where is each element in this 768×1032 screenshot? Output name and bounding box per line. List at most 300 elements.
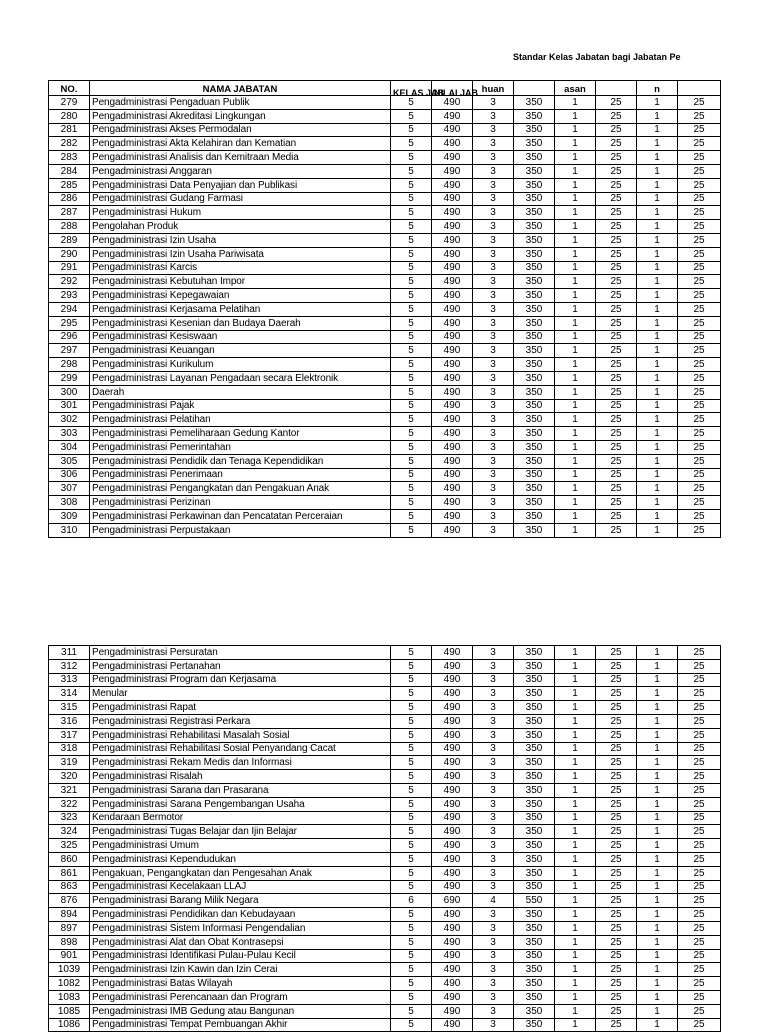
value-cell: 25 — [678, 399, 721, 413]
job-title: Pengadministrasi Pajak — [90, 399, 391, 413]
value-cell: 350 — [514, 275, 555, 289]
row-number: 294 — [49, 302, 90, 316]
job-title: Pengadministrasi Rekam Medis dan Informasi — [90, 756, 391, 770]
value-cell: 25 — [596, 399, 637, 413]
value-cell: 350 — [514, 701, 555, 715]
value-cell: 350 — [514, 178, 555, 192]
row-number: 284 — [49, 164, 90, 178]
value-cell: 5 — [391, 921, 432, 935]
value-cell: 25 — [678, 440, 721, 454]
value-cell: 690 — [432, 894, 473, 908]
value-cell: 25 — [678, 482, 721, 496]
header-blank-2 — [596, 81, 637, 96]
job-title: Pengadministrasi Analisis dan Kemitraan Media — [90, 151, 391, 165]
value-cell: 25 — [596, 151, 637, 165]
value-cell: 350 — [514, 454, 555, 468]
value-cell: 490 — [432, 646, 473, 660]
value-cell: 1 — [555, 687, 596, 701]
value-cell: 490 — [432, 977, 473, 991]
table-row — [49, 206, 721, 220]
value-cell: 490 — [432, 151, 473, 165]
value-cell: 5 — [391, 701, 432, 715]
table-row — [49, 371, 721, 385]
value-cell: 350 — [514, 192, 555, 206]
table-row — [49, 468, 721, 482]
value-cell: 3 — [473, 427, 514, 441]
value-cell: 25 — [596, 137, 637, 151]
value-cell: 5 — [391, 247, 432, 261]
value-cell: 25 — [596, 220, 637, 234]
value-cell: 5 — [391, 935, 432, 949]
value-cell: 350 — [514, 1004, 555, 1018]
value-cell: 1 — [555, 289, 596, 303]
value-cell: 25 — [678, 811, 721, 825]
value-cell: 5 — [391, 963, 432, 977]
value-cell: 5 — [391, 427, 432, 441]
value-cell: 3 — [473, 233, 514, 247]
value-cell: 25 — [596, 413, 637, 427]
value-cell: 490 — [432, 659, 473, 673]
value-cell: 350 — [514, 921, 555, 935]
job-title: Pengadministrasi Tugas Belajar dan Ijin Belajar — [90, 825, 391, 839]
value-cell: 490 — [432, 192, 473, 206]
row-number: 285 — [49, 178, 90, 192]
row-number: 297 — [49, 344, 90, 358]
row-number: 280 — [49, 109, 90, 123]
value-cell: 5 — [391, 178, 432, 192]
job-title: Pengadministrasi Risalah — [90, 770, 391, 784]
value-cell: 25 — [596, 482, 637, 496]
row-number: 901 — [49, 949, 90, 963]
value-cell: 350 — [514, 220, 555, 234]
table-header-row — [49, 81, 721, 96]
row-number: 898 — [49, 935, 90, 949]
value-cell: 1 — [637, 385, 678, 399]
row-number: 300 — [49, 385, 90, 399]
value-cell: 490 — [432, 714, 473, 728]
value-cell: 350 — [514, 728, 555, 742]
job-title: Pengadministrasi Izin Usaha Pariwisata — [90, 247, 391, 261]
row-number: 301 — [49, 399, 90, 413]
value-cell: 5 — [391, 344, 432, 358]
value-cell: 1 — [637, 399, 678, 413]
value-cell: 3 — [473, 1018, 514, 1032]
value-cell: 25 — [596, 880, 637, 894]
value-cell: 350 — [514, 468, 555, 482]
value-cell: 490 — [432, 825, 473, 839]
value-cell: 1 — [637, 770, 678, 784]
value-cell: 25 — [596, 233, 637, 247]
row-number: 296 — [49, 330, 90, 344]
value-cell: 25 — [596, 247, 637, 261]
value-cell: 1 — [637, 523, 678, 537]
job-title: Pengadministrasi IMB Gedung atau Bangunan — [90, 1004, 391, 1018]
value-cell: 1 — [555, 866, 596, 880]
job-title: Pengadministrasi Perkawinan dan Pencatatan Perceraian — [90, 509, 391, 523]
value-cell: 3 — [473, 178, 514, 192]
value-cell: 25 — [678, 742, 721, 756]
value-cell: 490 — [432, 440, 473, 454]
value-cell: 1 — [637, 825, 678, 839]
value-cell: 1 — [555, 151, 596, 165]
value-cell: 3 — [473, 797, 514, 811]
value-cell: 5 — [391, 797, 432, 811]
value-cell: 25 — [678, 1004, 721, 1018]
value-cell: 5 — [391, 454, 432, 468]
value-cell: 3 — [473, 413, 514, 427]
job-title: Pengadministrasi Hukum — [90, 206, 391, 220]
value-cell: 490 — [432, 963, 473, 977]
job-class-table-1 — [48, 80, 721, 538]
table-row — [49, 811, 721, 825]
value-cell: 350 — [514, 825, 555, 839]
value-cell: 3 — [473, 963, 514, 977]
value-cell: 350 — [514, 756, 555, 770]
value-cell: 1 — [637, 330, 678, 344]
row-number: 286 — [49, 192, 90, 206]
job-title: Pengadministrasi Izin Usaha — [90, 233, 391, 247]
value-cell: 5 — [391, 358, 432, 372]
value-cell: 25 — [596, 797, 637, 811]
value-cell: 1 — [637, 990, 678, 1004]
value-cell: 3 — [473, 646, 514, 660]
value-cell: 350 — [514, 646, 555, 660]
value-cell: 1 — [637, 275, 678, 289]
value-cell: 350 — [514, 866, 555, 880]
value-cell: 490 — [432, 178, 473, 192]
value-cell: 3 — [473, 742, 514, 756]
table-row — [49, 137, 721, 151]
value-cell: 1 — [637, 427, 678, 441]
value-cell: 1 — [555, 797, 596, 811]
value-cell: 5 — [391, 137, 432, 151]
value-cell: 350 — [514, 742, 555, 756]
value-cell: 490 — [432, 123, 473, 137]
value-cell: 490 — [432, 523, 473, 537]
value-cell: 1 — [555, 96, 596, 110]
value-cell: 3 — [473, 866, 514, 880]
value-cell: 1 — [555, 385, 596, 399]
value-cell: 25 — [596, 358, 637, 372]
table-row — [49, 701, 721, 715]
value-cell: 490 — [432, 482, 473, 496]
job-title: Pengadministrasi Rehabilitasi Masalah Sosial — [90, 728, 391, 742]
value-cell: 25 — [678, 756, 721, 770]
value-cell: 25 — [678, 783, 721, 797]
value-cell: 3 — [473, 921, 514, 935]
value-cell: 490 — [432, 852, 473, 866]
value-cell: 25 — [596, 825, 637, 839]
value-cell: 5 — [391, 399, 432, 413]
value-cell: 25 — [596, 192, 637, 206]
value-cell: 1 — [637, 371, 678, 385]
job-title: Pengadministrasi Alat dan Obat Kontrasepsi — [90, 935, 391, 949]
value-cell: 3 — [473, 811, 514, 825]
value-cell: 490 — [432, 935, 473, 949]
job-title: Pengadministrasi Sistem Informasi Pengendalian — [90, 921, 391, 935]
value-cell: 1 — [555, 247, 596, 261]
value-cell: 3 — [473, 523, 514, 537]
table-row — [49, 109, 721, 123]
value-cell: 5 — [391, 977, 432, 991]
job-title: Pengadministrasi Akreditasi Lingkungan — [90, 109, 391, 123]
value-cell: 1 — [637, 289, 678, 303]
value-cell: 350 — [514, 399, 555, 413]
value-cell: 5 — [391, 261, 432, 275]
value-cell: 1 — [555, 701, 596, 715]
value-cell: 25 — [596, 109, 637, 123]
value-cell: 25 — [678, 178, 721, 192]
value-cell: 5 — [391, 316, 432, 330]
value-cell: 3 — [473, 908, 514, 922]
row-number: 324 — [49, 825, 90, 839]
value-cell: 25 — [678, 468, 721, 482]
row-number: 298 — [49, 358, 90, 372]
value-cell: 5 — [391, 523, 432, 537]
value-cell: 25 — [678, 330, 721, 344]
header-no: NO. — [49, 81, 90, 96]
value-cell: 5 — [391, 109, 432, 123]
value-cell: 1 — [555, 1004, 596, 1018]
value-cell: 3 — [473, 330, 514, 344]
value-cell: 25 — [678, 1018, 721, 1032]
value-cell: 25 — [596, 866, 637, 880]
row-number: 305 — [49, 454, 90, 468]
value-cell: 25 — [596, 852, 637, 866]
row-number: 309 — [49, 509, 90, 523]
row-number: 1086 — [49, 1018, 90, 1032]
value-cell: 25 — [596, 206, 637, 220]
value-cell: 25 — [596, 275, 637, 289]
value-cell: 3 — [473, 880, 514, 894]
value-cell: 1 — [637, 1018, 678, 1032]
value-cell: 5 — [391, 233, 432, 247]
value-cell: 5 — [391, 206, 432, 220]
job-title: Pengadministrasi Umum — [90, 839, 391, 853]
row-number: 323 — [49, 811, 90, 825]
table-row — [49, 659, 721, 673]
value-cell: 1 — [555, 399, 596, 413]
value-cell: 1 — [555, 852, 596, 866]
value-cell: 3 — [473, 275, 514, 289]
value-cell: 490 — [432, 1018, 473, 1032]
value-cell: 25 — [678, 770, 721, 784]
value-cell: 25 — [678, 977, 721, 991]
value-cell: 3 — [473, 399, 514, 413]
value-cell: 25 — [678, 261, 721, 275]
value-cell: 1 — [637, 233, 678, 247]
value-cell: 25 — [678, 358, 721, 372]
value-cell: 1 — [555, 1018, 596, 1032]
value-cell: 5 — [391, 302, 432, 316]
job-title: Pengadministrasi Pemeliharaan Gedung Kantor — [90, 427, 391, 441]
value-cell: 3 — [473, 949, 514, 963]
value-cell: 490 — [432, 371, 473, 385]
value-cell: 1 — [555, 220, 596, 234]
value-cell: 1 — [637, 687, 678, 701]
value-cell: 350 — [514, 164, 555, 178]
value-cell: 3 — [473, 783, 514, 797]
job-title: Pengadministrasi Data Penyajian dan Publikasi — [90, 178, 391, 192]
value-cell: 5 — [391, 482, 432, 496]
header-nilai-jab: NILAI JAB — [432, 81, 473, 96]
job-title: Pengadministrasi Pemerintahan — [90, 440, 391, 454]
row-number: 318 — [49, 742, 90, 756]
value-cell: 3 — [473, 977, 514, 991]
value-cell: 490 — [432, 1004, 473, 1018]
value-cell: 1 — [555, 908, 596, 922]
table-row — [49, 358, 721, 372]
value-cell: 490 — [432, 302, 473, 316]
row-number: 321 — [49, 783, 90, 797]
value-cell: 1 — [555, 206, 596, 220]
table-row — [49, 123, 721, 137]
row-number: 295 — [49, 316, 90, 330]
value-cell: 25 — [678, 866, 721, 880]
job-title: Pengadministrasi Kesenian dan Budaya Daerah — [90, 316, 391, 330]
value-cell: 5 — [391, 728, 432, 742]
value-cell: 25 — [678, 825, 721, 839]
table-row — [49, 673, 721, 687]
value-cell: 1 — [555, 440, 596, 454]
job-title: Pengadministrasi Kesiswaan — [90, 330, 391, 344]
value-cell: 1 — [637, 728, 678, 742]
header-huan: huan — [473, 81, 514, 96]
value-cell: 25 — [678, 427, 721, 441]
value-cell: 5 — [391, 852, 432, 866]
value-cell: 25 — [678, 990, 721, 1004]
value-cell: 490 — [432, 454, 473, 468]
value-cell: 3 — [473, 316, 514, 330]
table-row — [49, 756, 721, 770]
value-cell: 1 — [637, 852, 678, 866]
job-title: Pengadministrasi Karcis — [90, 261, 391, 275]
table-row — [49, 496, 721, 510]
value-cell: 1 — [637, 302, 678, 316]
job-title: Pengadministrasi Barang Milik Negara — [90, 894, 391, 908]
job-title: Pengadministrasi Kebutuhan Impor — [90, 275, 391, 289]
value-cell: 3 — [473, 261, 514, 275]
value-cell: 25 — [678, 192, 721, 206]
value-cell: 490 — [432, 866, 473, 880]
row-number: 292 — [49, 275, 90, 289]
value-cell: 490 — [432, 427, 473, 441]
value-cell: 1 — [555, 811, 596, 825]
value-cell: 1 — [637, 123, 678, 137]
table-row — [49, 427, 721, 441]
value-cell: 1 — [637, 673, 678, 687]
value-cell: 3 — [473, 137, 514, 151]
value-cell: 25 — [678, 137, 721, 151]
value-cell: 3 — [473, 220, 514, 234]
value-cell: 1 — [555, 756, 596, 770]
value-cell: 5 — [391, 866, 432, 880]
value-cell: 5 — [391, 908, 432, 922]
value-cell: 3 — [473, 770, 514, 784]
table-row — [49, 949, 721, 963]
value-cell: 350 — [514, 935, 555, 949]
value-cell: 25 — [678, 646, 721, 660]
job-title: Pengadministrasi Tempat Pembuangan Akhir — [90, 1018, 391, 1032]
value-cell: 25 — [678, 496, 721, 510]
value-cell: 1 — [555, 825, 596, 839]
table-row — [49, 770, 721, 784]
value-cell: 25 — [596, 164, 637, 178]
job-title: Pengadministrasi Kurikulum — [90, 358, 391, 372]
table-row — [49, 247, 721, 261]
job-title: Pengadministrasi Sarana Pengembangan Usaha — [90, 797, 391, 811]
value-cell: 25 — [678, 275, 721, 289]
value-cell: 490 — [432, 399, 473, 413]
value-cell: 1 — [637, 220, 678, 234]
value-cell: 1 — [555, 164, 596, 178]
value-cell: 1 — [555, 482, 596, 496]
value-cell: 25 — [678, 247, 721, 261]
value-cell: 25 — [678, 96, 721, 110]
value-cell: 1 — [555, 977, 596, 991]
table-row — [49, 302, 721, 316]
value-cell: 490 — [432, 164, 473, 178]
row-number: 314 — [49, 687, 90, 701]
value-cell: 25 — [596, 454, 637, 468]
job-title: Pengolahan Produk — [90, 220, 391, 234]
value-cell: 5 — [391, 413, 432, 427]
value-cell: 3 — [473, 496, 514, 510]
value-cell: 350 — [514, 137, 555, 151]
value-cell: 490 — [432, 673, 473, 687]
job-title: Pengadministrasi Penerimaan — [90, 468, 391, 482]
value-cell: 25 — [596, 977, 637, 991]
value-cell: 3 — [473, 385, 514, 399]
table-row — [49, 413, 721, 427]
job-title: Pengadministrasi Perizinan — [90, 496, 391, 510]
row-number: 876 — [49, 894, 90, 908]
table-row — [49, 963, 721, 977]
value-cell: 1 — [555, 990, 596, 1004]
value-cell: 3 — [473, 289, 514, 303]
header-blank-1 — [514, 81, 555, 96]
table-row — [49, 178, 721, 192]
value-cell: 25 — [678, 728, 721, 742]
value-cell: 25 — [596, 371, 637, 385]
table-row — [49, 646, 721, 660]
row-number: 312 — [49, 659, 90, 673]
job-title: Pengadministrasi Kerjasama Pelatihan — [90, 302, 391, 316]
table-row — [49, 728, 721, 742]
value-cell: 3 — [473, 714, 514, 728]
value-cell: 350 — [514, 839, 555, 853]
table-row — [49, 990, 721, 1004]
job-title: Pengadministrasi Pengangkatan dan Pengakuan Anak — [90, 482, 391, 496]
value-cell: 1 — [637, 164, 678, 178]
value-cell: 490 — [432, 701, 473, 715]
value-cell: 490 — [432, 137, 473, 151]
value-cell: 3 — [473, 454, 514, 468]
value-cell: 3 — [473, 151, 514, 165]
value-cell: 5 — [391, 783, 432, 797]
row-number: 290 — [49, 247, 90, 261]
value-cell: 350 — [514, 233, 555, 247]
table-row — [49, 316, 721, 330]
value-cell: 1 — [637, 659, 678, 673]
value-cell: 350 — [514, 797, 555, 811]
value-cell: 490 — [432, 949, 473, 963]
value-cell: 3 — [473, 109, 514, 123]
value-cell: 5 — [391, 220, 432, 234]
value-cell: 5 — [391, 509, 432, 523]
table-row — [49, 220, 721, 234]
value-cell: 350 — [514, 659, 555, 673]
